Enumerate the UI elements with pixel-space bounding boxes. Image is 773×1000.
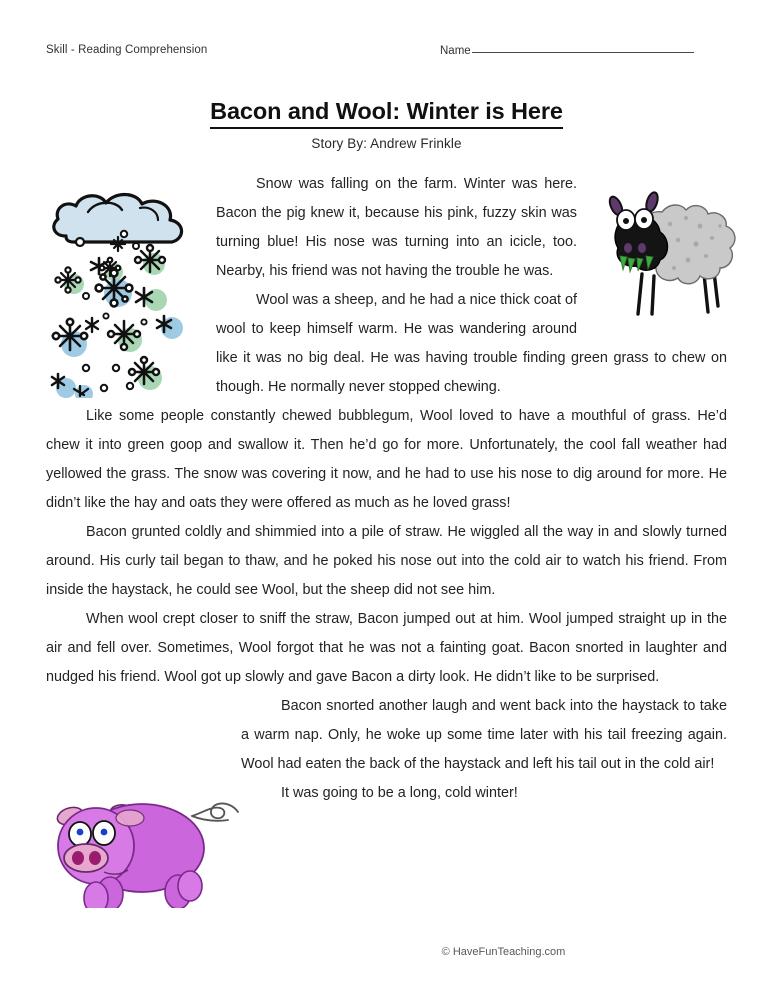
skill-label: Skill - Reading Comprehension bbox=[46, 44, 208, 56]
story-paragraph-1: Snow was falling on the farm. Winter was here. Bacon the pig knew it, because his pink, fuzzy skin was turning blue! His nose was turning into an icicle, too. Nearby, his friend was not having the trouble he was. bbox=[216, 176, 577, 279]
story-body bbox=[46, 170, 727, 828]
name-write-in-line[interactable] bbox=[472, 52, 694, 53]
name-label: Name bbox=[440, 45, 471, 57]
pig-legs-icon bbox=[84, 871, 202, 908]
story-paragraph-7: It was going to be a long, cold winter! bbox=[281, 785, 518, 801]
story-byline: Story By: Andrew Frinkle bbox=[311, 135, 462, 151]
pig-mouth-icon bbox=[104, 870, 128, 874]
story-paragraph-4: Bacon grunted coldly and shimmied into a pile of straw. He wiggled all the way in and slowly turned around. His curly tail began to thaw, and he poked his nose out into the cold air to watch his friend. From inside the haystack, he could see Wool, but the sheep did not see him. bbox=[46, 524, 727, 598]
story-paragraph-6: Bacon snorted another laugh and went back into the haystack to take a warm nap. Only, he woke up some time later with his tail freezing again. Wool had eaten the back of the haystack and left his tail out in the cold air! bbox=[241, 698, 727, 772]
sheep-image-float bbox=[577, 170, 727, 316]
pig-image-float bbox=[46, 692, 241, 828]
title-block bbox=[0, 98, 773, 151]
story-paragraph-5: When wool crept closer to sniff the straw, Bacon jumped out at him. Wool jumped straight up in the air and fell over. Sometimes, Wool forgot that he was not a fainting goat. Bacon snorted in laughter and nudged his friend. Wool got up slowly and gave Bacon a dirty look. He didn’t like to be surprised. bbox=[46, 611, 727, 685]
story-paragraph-2: Wool was a sheep, and he had a nice thick coat of wool to keep himself warm. He was wandering around like it was no big deal. He was having trouble finding green grass to chew on though. He normally never stopped chewing. bbox=[216, 292, 727, 395]
snow-image-float bbox=[46, 170, 216, 378]
name-field-block bbox=[440, 45, 694, 57]
worksheet-header bbox=[46, 44, 727, 64]
page-title: Bacon and Wool: Winter is Here bbox=[210, 98, 563, 129]
copyright-text: © HaveFunTeaching.com bbox=[441, 946, 566, 958]
footer bbox=[0, 946, 773, 958]
story-paragraph-3: Like some people constantly chewed bubblegum, Wool loved to have a mouthful of grass. He’d chew it into green goop and swallow it. Then he’d go for more. Unfortunately, the cool fall weather had yellowed the grass. The snow was covering it now, and he had to use his nose to dig around for more. He didn’t like the hay and oats they were offered as much as he loved grass! bbox=[46, 408, 727, 511]
pig-snout-icon bbox=[64, 844, 108, 872]
